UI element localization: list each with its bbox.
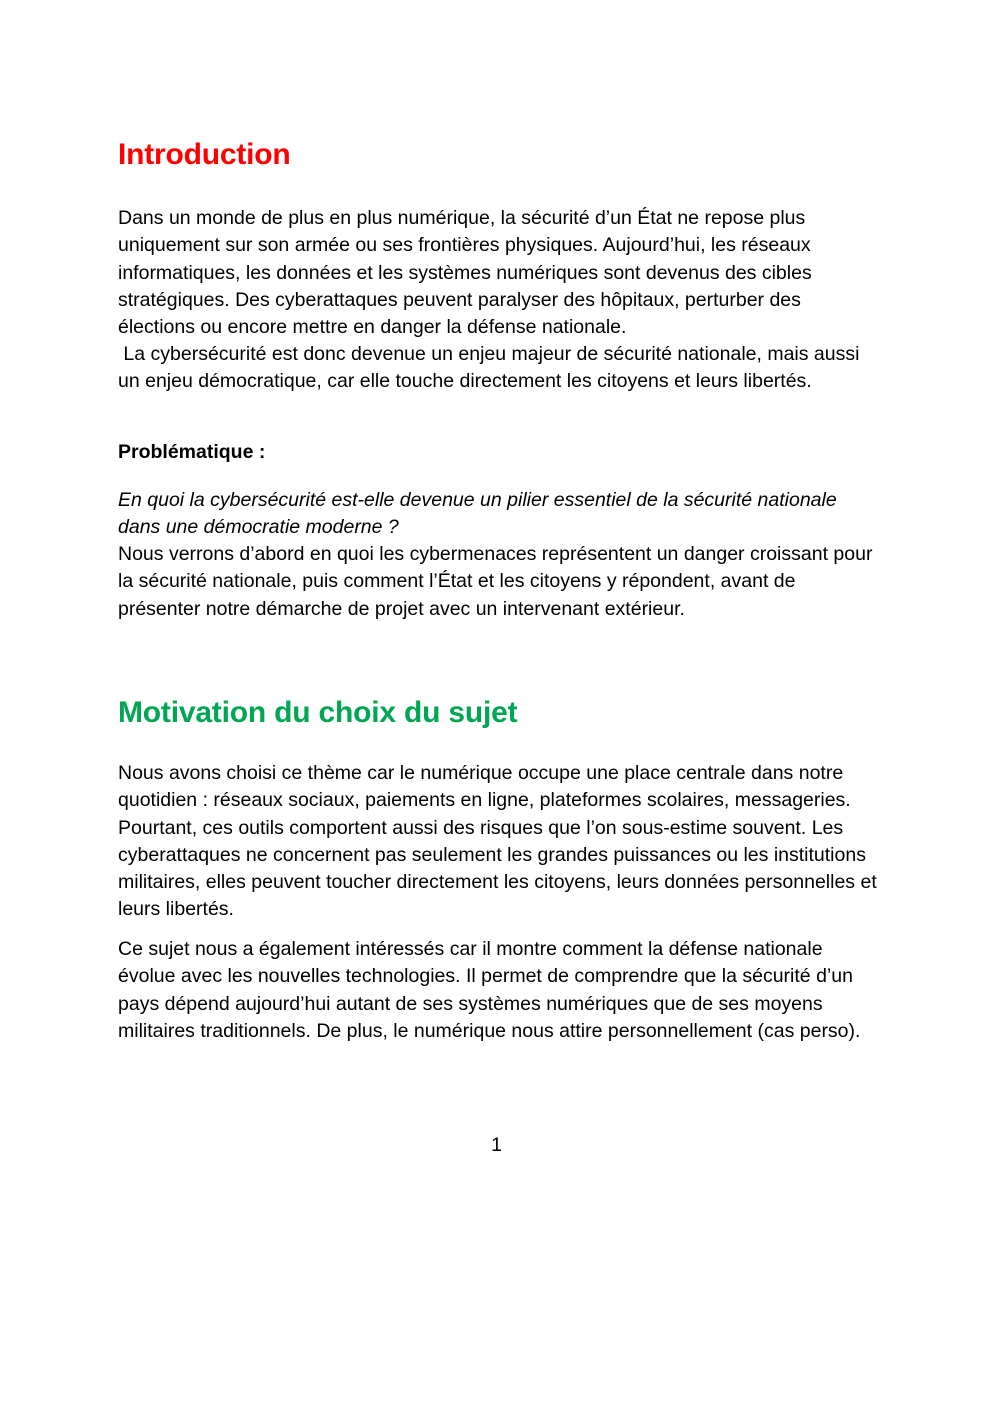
problematique-label: Problématique :: [118, 441, 266, 463]
introduction-paragraph-1: Dans un monde de plus en plus numérique, la sécurité d’un État ne repose plus uniquement sur son armée ou ses frontières physiques. Aujourd’hui, les réseaux informatiques, les données et les systèmes numériques sont devenus des cibles stratégiques. Des cyberattaques peuvent paralyser des hôpitaux, perturber des élections ou encore mettre en danger la défense nationale.: [118, 207, 818, 339]
heading-introduction: Introduction: [118, 138, 291, 171]
plan-paragraph: Nous verrons d’abord en quoi les cybermenaces représentent un danger croissant pour la sécurité nationale, puis comment l’État et les citoyens y répondent, avant de présenter notre démarche de projet avec un intervenant extérieur.: [118, 543, 878, 620]
page-number: 1: [491, 1134, 502, 1156]
heading-motivation: Motivation du choix du sujet: [118, 696, 518, 729]
introduction-paragraph-2: La cybersécurité est donc devenue un enjeu majeur de sécurité nationale, mais aussi un enjeu démocratique, car elle touche directement les citoyens et leurs libertés.: [118, 343, 865, 393]
problematique-question: En quoi la cybersécurité est-elle devenue un pilier essentiel de la sécurité nationale dans une démocratie moderne ?: [118, 489, 843, 539]
motivation-paragraph-2: Ce sujet nous a également intéressés car il montre comment la défense nationale évolue avec les nouvelles technologies. Il permet de comprendre que la sécurité d’un pays dépend aujourd’hui autant de ses systèmes numériques que de ses moyens militaires traditionnels. De plus, le numérique nous attire personnellement (cas perso).: [118, 938, 861, 1042]
motivation-paragraph-1: Nous avons choisi ce thème car le numérique occupe une place centrale dans notre quotidien : réseaux sociaux, paiements en ligne, plateformes scolaires, messageries. Pourtant, ces outils comportent aussi des risques que l’on sous-estime souvent. Les cyberattaques ne concernent pas seulement les grandes puissances ou les institutions militaires, elles peuvent toucher directement les citoyens, leurs données personnelles et leurs libertés.: [118, 762, 883, 921]
